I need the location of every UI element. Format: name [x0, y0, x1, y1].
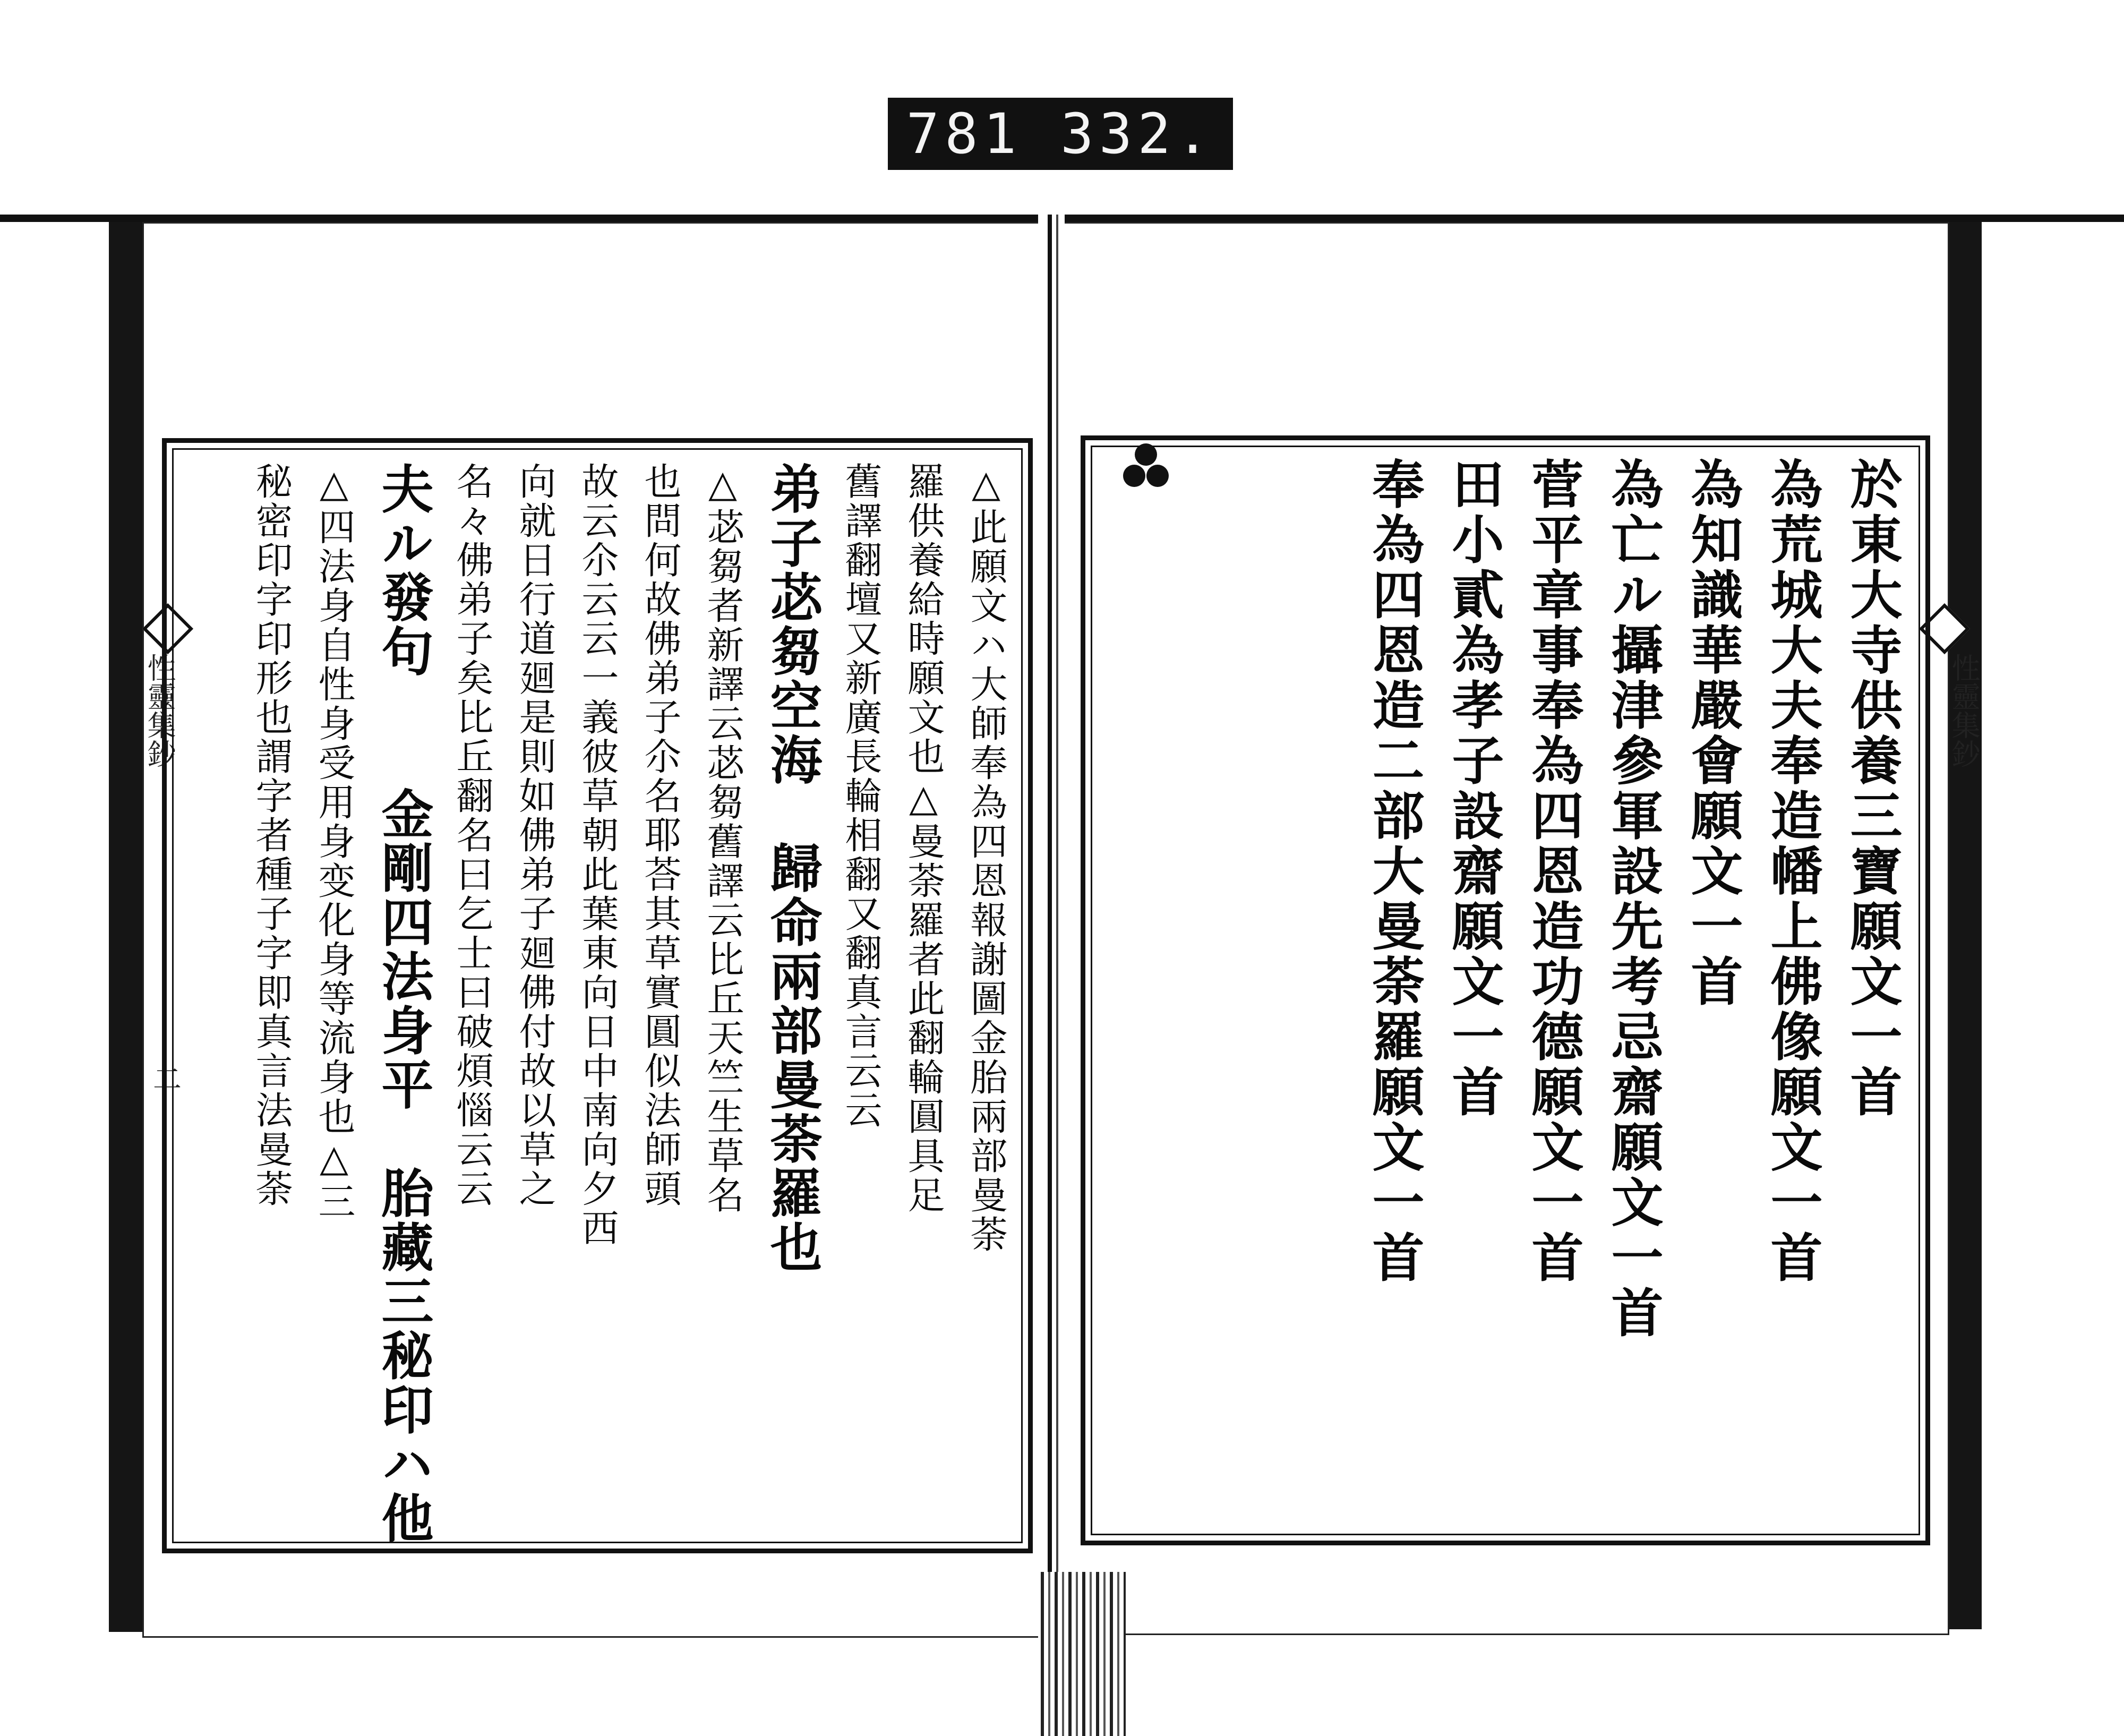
- left-spine: [109, 222, 144, 1632]
- left-spine-title: 性靈集鈔: [143, 653, 176, 768]
- right-text-column: 為荒城大夫奉造幡上佛像願文一首: [1762, 457, 1823, 1286]
- right-text-column: 田小貳為孝子設齋願文一首: [1443, 457, 1504, 1120]
- left-text-column: △苾芻者新譯云苾芻舊譯云比丘天竺生草名: [701, 462, 744, 1215]
- right-text-column: 奉為四恩造二部大曼荼羅願文一首: [1364, 457, 1425, 1286]
- left-text-column: 夫ル發句 金剛四法身平 胎藏三秘印ハ他: [373, 462, 434, 1545]
- right-text-column: 為知識華嚴會願文一首: [1682, 457, 1743, 1010]
- right-text-frame: [1081, 435, 1930, 1545]
- three-dot-mon-icon: [1123, 443, 1169, 489]
- right-spine-title: 性靈集鈔: [1947, 653, 1981, 768]
- left-text-column: 故云尒云云一義彼草朝此葉東向日中南向夕西: [576, 462, 619, 1248]
- right-text-column: 於東大寺供養三寶願文一首: [1842, 457, 1903, 1120]
- left-text-column: 弟子苾芻空海 歸命兩部曼荼羅也: [761, 462, 823, 1275]
- left-text-column: 舊譯翻壇又新廣長輪相翻又翻真言云云: [839, 462, 883, 1130]
- right-columns: [1085, 440, 1925, 1541]
- left-text-column: 名々佛弟子矣比丘翻名曰乞士曰破煩惱云云: [450, 462, 494, 1209]
- left-text-column: △此願文ハ大師奉為四恩報謝圖金胎兩部曼荼: [964, 462, 1008, 1254]
- gutter-shadow: [1041, 1572, 1126, 1736]
- right-text-column: 為亡ル攝津參軍設先考忌齋願文一首: [1603, 457, 1664, 1341]
- left-text-frame: [162, 438, 1033, 1553]
- left-columns: [167, 443, 1028, 1549]
- right-text-column: 菅平章事奉為四恩造功德願文一首: [1523, 457, 1584, 1286]
- book-gutter: [1038, 215, 1065, 1736]
- left-page-number: 二: [153, 1063, 182, 1096]
- scan-call-number-label: 781 332.: [888, 98, 1233, 170]
- left-text-column: 秘密印字印形也謂字者種子字即真言法曼荼: [250, 462, 293, 1209]
- left-text-column: 也問何故佛弟子尒名耶荅其草實圓似法師頭: [638, 462, 682, 1209]
- left-text-column: 羅供養給時願文也△曼荼羅者此翻輪圓具足: [902, 462, 945, 1215]
- right-spine: [1945, 222, 1982, 1629]
- left-text-column: △四法身自性身受用身变化身等流身也△三: [312, 462, 356, 1221]
- left-text-column: 向就日行道廻是則如佛弟子廻佛付故以草之: [513, 462, 556, 1209]
